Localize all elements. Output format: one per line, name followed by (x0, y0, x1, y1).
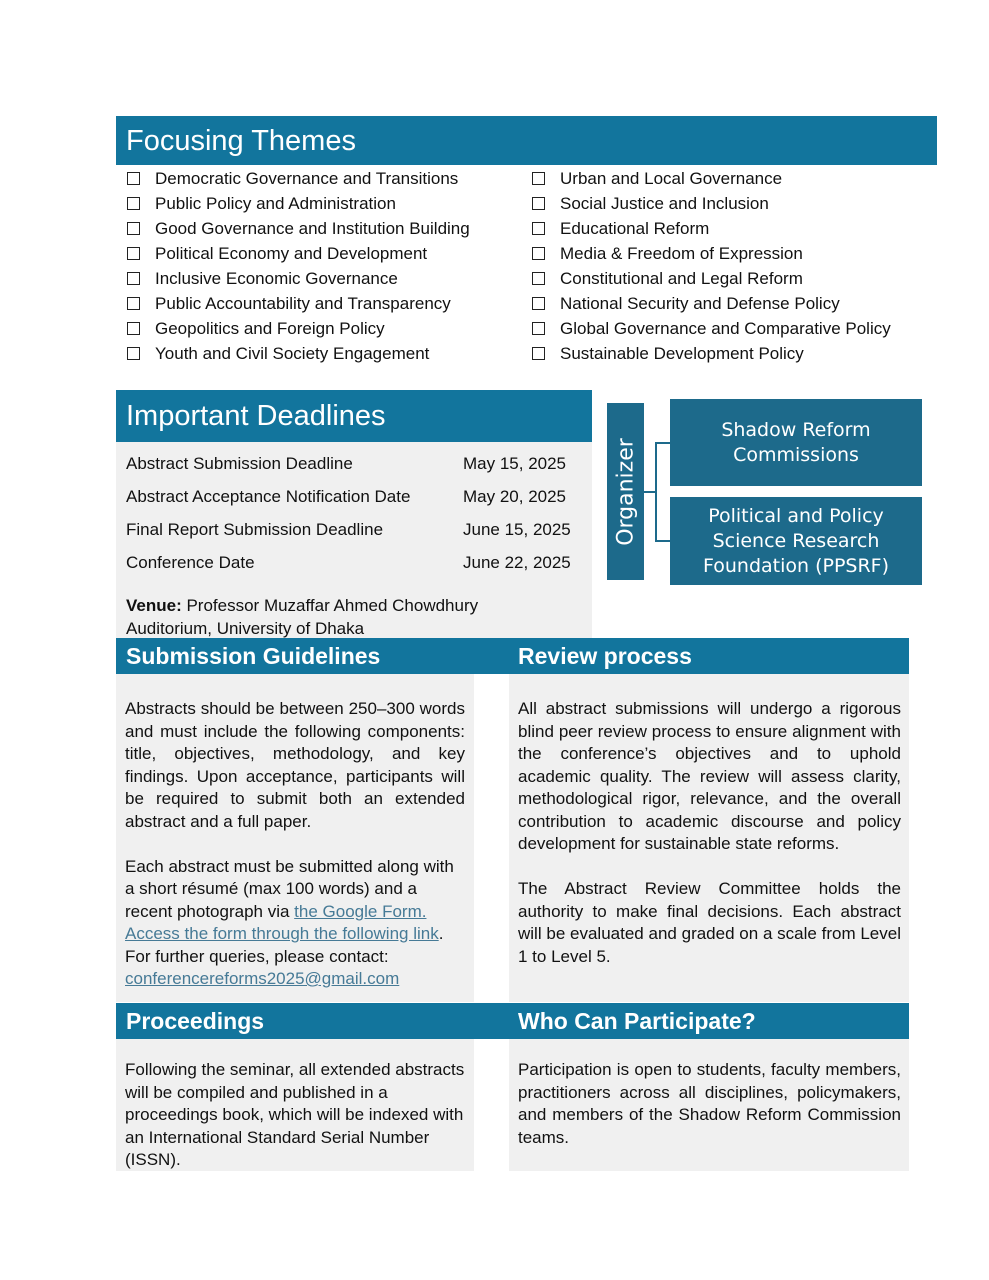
theme-label: Sustainable Development Policy (560, 343, 804, 363)
checkbox-icon[interactable] (532, 347, 545, 360)
review-header (509, 638, 909, 674)
theme-item (127, 191, 470, 216)
theme-label: Social Justice and Inclusion (560, 193, 769, 213)
theme-label: Public Policy and Administration (155, 193, 396, 213)
deadline-label: Abstract Acceptance Notification Date (126, 487, 411, 506)
venue-text: Professor Muzaffar Ahmed Chowdhury Auditorium, University of Dhaka (126, 596, 479, 638)
theme-label: Public Accountability and Transparency (155, 293, 451, 313)
organizer-connector (655, 540, 670, 542)
deadline-label: Conference Date (126, 553, 255, 572)
theme-label: Youth and Civil Society Engagement (155, 343, 430, 363)
checkbox-icon[interactable] (127, 172, 140, 185)
theme-item (532, 316, 891, 341)
organizer-label: Organizer (613, 437, 638, 546)
theme-item (532, 191, 891, 216)
deadline-row (126, 487, 571, 507)
theme-item (127, 316, 470, 341)
deadline-date: June 22, 2025 (463, 553, 571, 572)
checkbox-icon[interactable] (532, 297, 545, 310)
proceedings-title: Proceedings (126, 1008, 265, 1034)
organizer-connector (655, 442, 670, 444)
theme-item (127, 266, 470, 291)
theme-item (127, 341, 470, 366)
theme-item (532, 216, 891, 241)
checkbox-icon[interactable] (532, 322, 545, 335)
review-title: Review process (518, 643, 692, 669)
theme-label: Media & Freedom of Expression (560, 243, 803, 263)
deadline-date: June 15, 2025 (463, 520, 571, 539)
themes-list-left (127, 166, 470, 366)
review-paragraph: The Abstract Review Committee holds the authority to make final decisions. Each abstract will be evaluated and graded on a scale from Level 1 to Level 5. (518, 879, 901, 966)
themes-list-right (532, 166, 891, 366)
theme-label: Democratic Governance and Transitions (155, 168, 459, 188)
organizer-name: Political and Policy Science Research Foundation (PPSRF) (702, 504, 890, 577)
deadline-row (126, 553, 571, 573)
participate-body (518, 1059, 901, 1149)
checkbox-icon[interactable] (127, 247, 140, 260)
deadline-date: May 20, 2025 (463, 487, 567, 506)
deadline-row (126, 454, 571, 474)
submission-body (125, 698, 465, 991)
theme-item (532, 266, 891, 291)
checkbox-icon[interactable] (127, 322, 140, 335)
organizer-box (607, 403, 644, 580)
checkbox-icon[interactable] (532, 172, 545, 185)
focusing-themes-header (116, 116, 937, 165)
venue (126, 594, 526, 640)
theme-item (127, 241, 470, 266)
organizer-ppsrf (670, 497, 922, 585)
theme-item (532, 166, 891, 191)
participate-paragraph: Participation is open to students, faculty members, practitioners across all disciplines, policymakers, and members of the Shadow Reform Commission teams. (518, 1060, 901, 1147)
review-body (518, 698, 901, 968)
submission-title: Submission Guidelines (126, 643, 381, 669)
proceedings-body (125, 1059, 465, 1172)
theme-label: Constitutional and Legal Reform (560, 268, 803, 288)
deadline-row (126, 520, 571, 540)
theme-label: Global Governance and Comparative Policy (560, 318, 891, 338)
organizer-shadow-reform-commissions (670, 399, 922, 486)
theme-item (127, 291, 470, 316)
deadlines-title: Important Deadlines (126, 400, 386, 432)
theme-item (127, 166, 470, 191)
theme-label: Inclusive Economic Governance (155, 268, 398, 288)
checkbox-icon[interactable] (532, 247, 545, 260)
focusing-themes-title: Focusing Themes (126, 125, 356, 157)
submission-text: Each abstract must be submitted along with a short résumé (max 100 words) and a recent photograph via (125, 856, 454, 921)
theme-item (532, 291, 891, 316)
participate-title: Who Can Participate? (518, 1008, 756, 1034)
deadline-label: Abstract Submission Deadline (126, 454, 353, 473)
venue-label: Venue: (126, 596, 182, 615)
organizer-name: Shadow Reform Commissions (721, 418, 871, 466)
checkbox-icon[interactable] (127, 222, 140, 235)
theme-item (532, 241, 891, 266)
submission-text: . For further queries, please contact: (125, 924, 444, 966)
theme-label: National Security and Defense Policy (560, 293, 840, 313)
submission-paragraph (125, 856, 465, 991)
review-paragraph: All abstract submissions will undergo a rigorous blind peer review process to ensure alignment with the conference’s objectives and to uphold academic quality. The review will assess clarity, methodological rigor, relevance, and the overall contribution to academic discourse and policy development for sustainable state reforms. (518, 699, 901, 853)
organizer-connector (655, 442, 657, 542)
deadline-date: May 15, 2025 (463, 454, 567, 473)
checkbox-icon[interactable] (532, 272, 545, 285)
checkbox-icon[interactable] (127, 272, 140, 285)
theme-label: Good Governance and Institution Building (155, 218, 470, 238)
contact-email-link[interactable]: conferencereforms2025@gmail.com (125, 969, 400, 988)
checkbox-icon[interactable] (127, 297, 140, 310)
checkbox-icon[interactable] (127, 347, 140, 360)
theme-label: Urban and Local Governance (560, 168, 783, 188)
checkbox-icon[interactable] (532, 222, 545, 235)
deadlines-header (116, 390, 592, 442)
theme-label: Educational Reform (560, 218, 710, 238)
theme-item (532, 341, 891, 366)
participate-header (509, 1003, 909, 1039)
google-form-link[interactable]: the Google Form. Access the form through the following link (125, 901, 439, 943)
submission-paragraph: Abstracts should be between 250–300 words and must include the following components: title, objectives, methodology, and key findings. Upon acceptance, participants will be required to submit both an extended abstract and a full paper. (125, 699, 465, 831)
checkbox-icon[interactable] (127, 197, 140, 210)
deadline-label: Final Report Submission Deadline (126, 520, 384, 539)
theme-label: Political Economy and Development (155, 243, 428, 263)
theme-item (127, 216, 470, 241)
proceedings-paragraph: Following the seminar, all extended abstracts will be compiled and published in a proceedings book, which will be indexed with an International Standard Serial Number (ISSN). (125, 1060, 465, 1169)
theme-label: Geopolitics and Foreign Policy (155, 318, 385, 338)
checkbox-icon[interactable] (532, 197, 545, 210)
